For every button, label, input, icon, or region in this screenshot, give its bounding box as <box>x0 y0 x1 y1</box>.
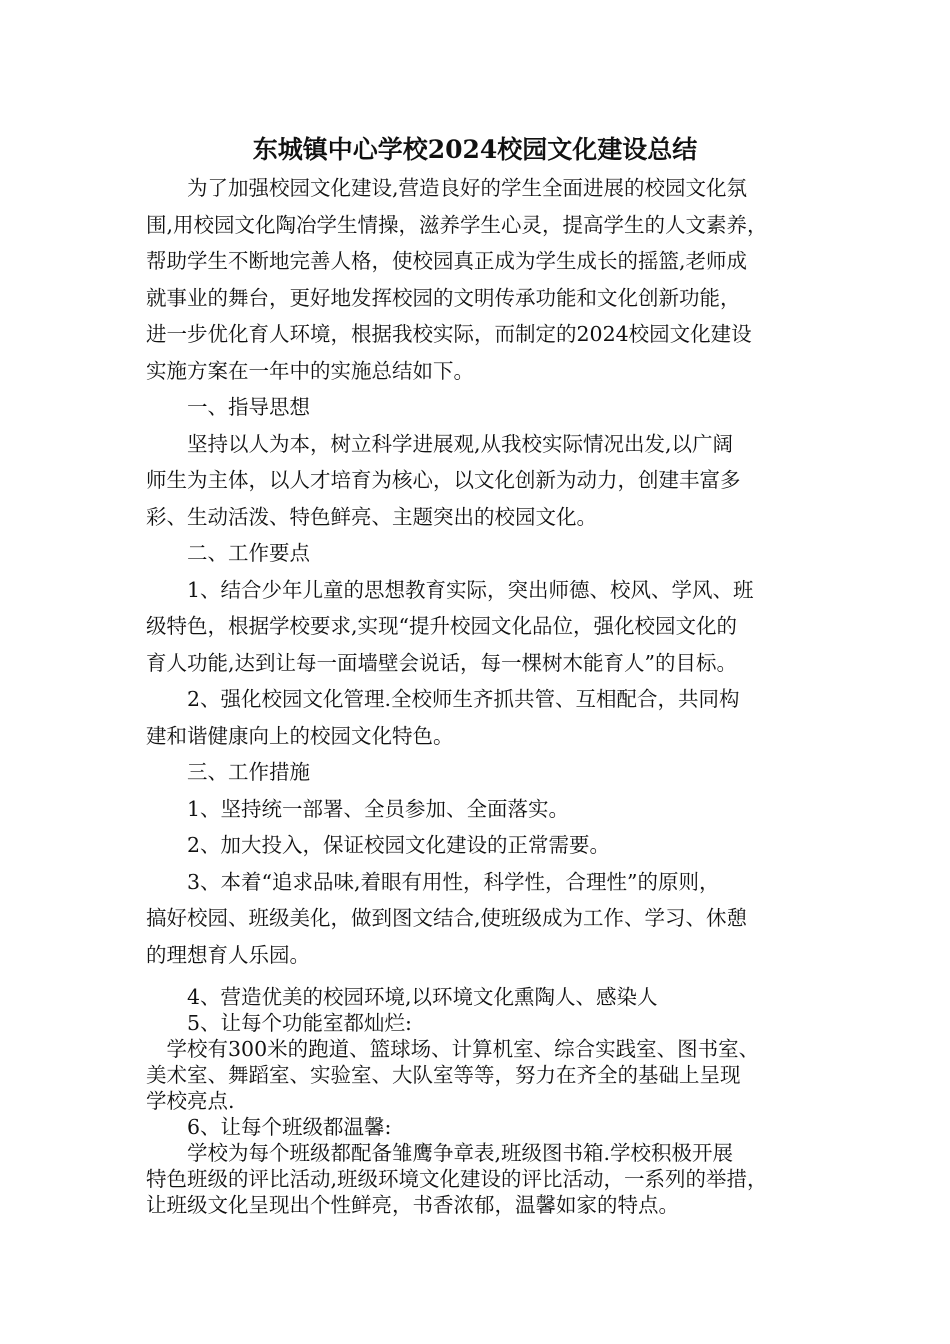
text-line: 学校为每个班级都配备雏鹰争章表,班级图书箱.学校积极开展 <box>146 1141 734 1165</box>
text-line: 围,用校园文化陶冶学生情操，滋养学生心灵，提高学生的人文素养， <box>146 212 768 237</box>
text-line: 4、营造优美的校园环境,以环境文化熏陶人、感染人 <box>146 985 658 1009</box>
text-line: 搞好校园、班级美化，做到图文结合,使班级成为工作、学习、休憩 <box>146 906 748 930</box>
text-line: 的理想育人乐园。 <box>146 942 310 967</box>
text-line: 就事业的舞台，更好地发挥校园的文明传承功能和文化创新功能， <box>146 285 741 310</box>
text-line: 帮助学生不断地完善人格，使校园真正成为学生成长的摇篮,老师成 <box>146 249 748 273</box>
text-line: 彩、生动活泼、特色鲜亮、主题突出的校园文化。 <box>146 504 597 529</box>
text-line: 学校亮点. <box>146 1089 235 1113</box>
text-line: 3、本着“追求品味,着眼有用性，科学性，合理性”的原则， <box>146 869 720 894</box>
text-line: 建和谐健康向上的校园文化特色。 <box>146 723 454 748</box>
text-line: 师生为主体，以人才培育为核心，以文化创新为动力，创建丰富多 <box>146 468 741 492</box>
text-line: 美术室、舞蹈室、实验室、大队室等等，努力在齐全的基础上呈现 <box>146 1063 741 1087</box>
text-line: 5、让每个功能室都灿烂: <box>146 1011 412 1035</box>
text-line: 6、让每个班级都温馨: <box>146 1115 392 1139</box>
text-line: 进一步优化育人环境，根据我校实际，而制定的2024校园文化建设 <box>146 322 752 346</box>
text-line: 育人功能,达到让每一面墙壁会说话，每一棵树木能育人”的目标。 <box>146 650 737 675</box>
text-line: 实施方案在一年中的实施总结如下。 <box>146 358 474 383</box>
section-heading: 二、工作要点 <box>146 541 310 565</box>
intro-paragraph <box>146 170 826 973</box>
text-line: 1、结合少年儿童的思想教育实际，突出师德、校风、学风、班 <box>146 577 754 602</box>
text-line: 学校有300米的跑道、篮球场、计算机室、综合实践室、图书室、 <box>146 1037 760 1061</box>
text-line: 1、坚持统一部署、全员参加、全面落实。 <box>146 796 570 821</box>
text-line: 2、加大投入，保证校园文化建设的正常需要。 <box>146 833 611 857</box>
section-heading: 一、指导思想 <box>146 395 310 419</box>
closing-paragraphs <box>146 1010 826 1218</box>
text-line: 坚持以人为本，树立科学进展观,从我校实际情况出发,以广阔 <box>146 431 734 456</box>
text-line: 让班级文化呈现出个性鲜亮，书香浓郁，温馨如家的特点。 <box>146 1193 679 1217</box>
text-line: 特色班级的评比活动,班级环境文化建设的评比活动，一系列的举措， <box>146 1167 768 1191</box>
text-line: 级特色，根据学校要求,实现“提升校园文化品位，强化校园文化的 <box>146 614 737 638</box>
text-line: 为了加强校园文化建设,营造良好的学生全面进展的校园文化氛 <box>146 176 748 200</box>
section-heading: 三、工作措施 <box>146 760 310 784</box>
text-line: 2、强化校园文化管理.全校师生齐抓共管、互相配合，共同构 <box>146 687 740 711</box>
document-title: 东城镇中心学校2024校园文化建设总结 <box>252 135 698 164</box>
